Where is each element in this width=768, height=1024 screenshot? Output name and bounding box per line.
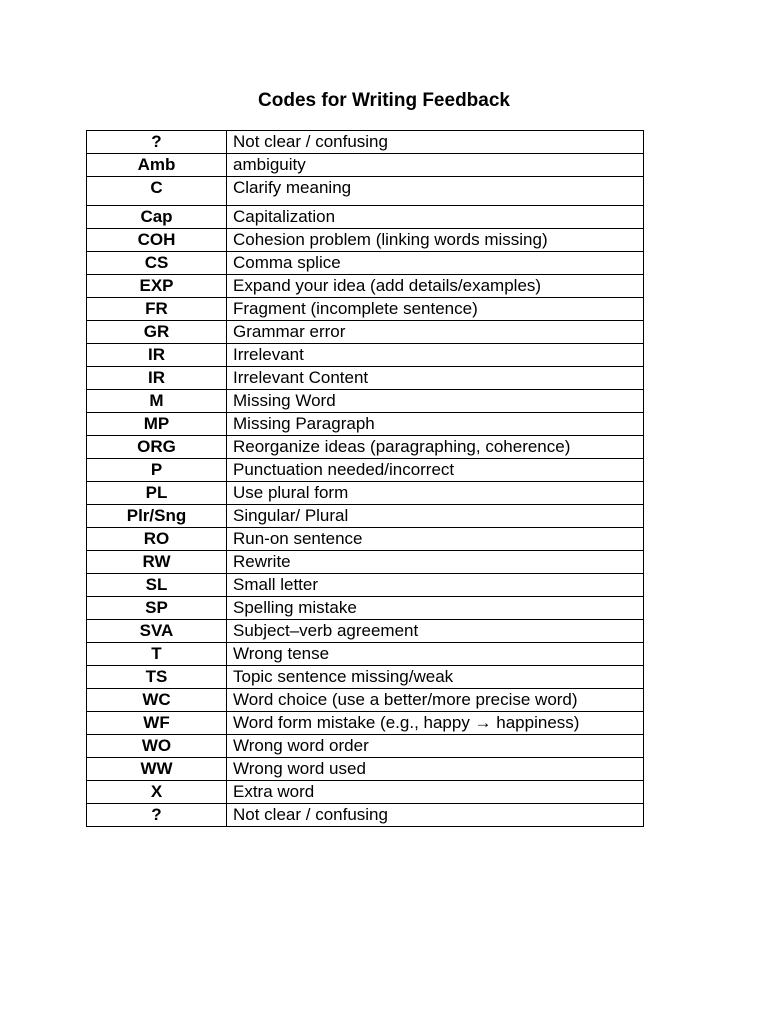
- code-cell: TS: [87, 666, 227, 689]
- table-row: [87, 482, 644, 505]
- meaning-cell: Cohesion problem (linking words missing): [227, 229, 644, 252]
- code-cell: WC: [87, 689, 227, 712]
- meaning-cell: ambiguity: [227, 154, 644, 177]
- code-cell: FR: [87, 298, 227, 321]
- table-row: [87, 758, 644, 781]
- meaning-cell: Punctuation needed/incorrect: [227, 459, 644, 482]
- meaning-cell: Subject–verb agreement: [227, 620, 644, 643]
- table-row: [87, 177, 644, 206]
- table-row: [87, 321, 644, 344]
- meaning-cell: Not clear / confusing: [227, 804, 644, 827]
- table-row: [87, 689, 644, 712]
- table-row: [87, 344, 644, 367]
- table-row: [87, 298, 644, 321]
- code-cell: IR: [87, 367, 227, 390]
- code-cell: SL: [87, 574, 227, 597]
- meaning-cell: Spelling mistake: [227, 597, 644, 620]
- meaning-cell: Not clear / confusing: [227, 131, 644, 154]
- code-cell: WF: [87, 712, 227, 735]
- code-cell: COH: [87, 229, 227, 252]
- meaning-cell: Clarify meaning: [227, 177, 644, 206]
- code-cell: Amb: [87, 154, 227, 177]
- meaning-cell: Irrelevant: [227, 344, 644, 367]
- table-row: [87, 574, 644, 597]
- meaning-cell: Run-on sentence: [227, 528, 644, 551]
- meaning-cell: Topic sentence missing/weak: [227, 666, 644, 689]
- table-row: [87, 459, 644, 482]
- codes-table: [86, 130, 644, 827]
- code-cell: MP: [87, 413, 227, 436]
- table-row: [87, 413, 644, 436]
- code-cell: ?: [87, 131, 227, 154]
- code-cell: RO: [87, 528, 227, 551]
- code-cell: ORG: [87, 436, 227, 459]
- code-cell: M: [87, 390, 227, 413]
- code-cell: Cap: [87, 206, 227, 229]
- table-row: [87, 390, 644, 413]
- meaning-cell: Wrong word used: [227, 758, 644, 781]
- page-title: Codes for Writing Feedback: [258, 90, 510, 111]
- table-row: [87, 643, 644, 666]
- table-row: [87, 505, 644, 528]
- codes-table-body: [87, 131, 644, 827]
- meaning-cell: Comma splice: [227, 252, 644, 275]
- meaning-cell: Wrong tense: [227, 643, 644, 666]
- table-row: [87, 597, 644, 620]
- table-row: [87, 229, 644, 252]
- code-cell: CS: [87, 252, 227, 275]
- table-row: [87, 620, 644, 643]
- code-cell: X: [87, 781, 227, 804]
- code-cell: EXP: [87, 275, 227, 298]
- meaning-cell: Irrelevant Content: [227, 367, 644, 390]
- code-cell: C: [87, 177, 227, 206]
- table-row: [87, 154, 644, 177]
- code-cell: GR: [87, 321, 227, 344]
- table-row: [87, 252, 644, 275]
- meaning-cell: Word choice (use a better/more precise word): [227, 689, 644, 712]
- table-row: [87, 804, 644, 827]
- table-row: [87, 735, 644, 758]
- code-cell: ?: [87, 804, 227, 827]
- meaning-cell: Missing Word: [227, 390, 644, 413]
- meaning-cell: Small letter: [227, 574, 644, 597]
- meaning-cell: Word form mistake (e.g., happy → happiness): [227, 712, 644, 735]
- code-cell: WW: [87, 758, 227, 781]
- meaning-cell: Use plural form: [227, 482, 644, 505]
- code-cell: T: [87, 643, 227, 666]
- table-row: [87, 712, 644, 735]
- table-row: [87, 436, 644, 459]
- meaning-cell: Wrong word order: [227, 735, 644, 758]
- table-row: [87, 275, 644, 298]
- code-cell: RW: [87, 551, 227, 574]
- code-cell: SVA: [87, 620, 227, 643]
- meaning-cell: Rewrite: [227, 551, 644, 574]
- meaning-cell: Singular/ Plural: [227, 505, 644, 528]
- table-row: [87, 781, 644, 804]
- meaning-cell: Capitalization: [227, 206, 644, 229]
- meaning-cell: Reorganize ideas (paragraphing, coherence): [227, 436, 644, 459]
- code-cell: Plr/Sng: [87, 505, 227, 528]
- code-cell: IR: [87, 344, 227, 367]
- table-row: [87, 131, 644, 154]
- code-cell: SP: [87, 597, 227, 620]
- code-cell: WO: [87, 735, 227, 758]
- table-row: [87, 528, 644, 551]
- meaning-cell: Missing Paragraph: [227, 413, 644, 436]
- meaning-cell: Extra word: [227, 781, 644, 804]
- table-row: [87, 551, 644, 574]
- table-row: [87, 367, 644, 390]
- code-cell: P: [87, 459, 227, 482]
- meaning-cell: Grammar error: [227, 321, 644, 344]
- code-cell: PL: [87, 482, 227, 505]
- table-row: [87, 206, 644, 229]
- meaning-cell: Fragment (incomplete sentence): [227, 298, 644, 321]
- table-row: [87, 666, 644, 689]
- meaning-cell: Expand your idea (add details/examples): [227, 275, 644, 298]
